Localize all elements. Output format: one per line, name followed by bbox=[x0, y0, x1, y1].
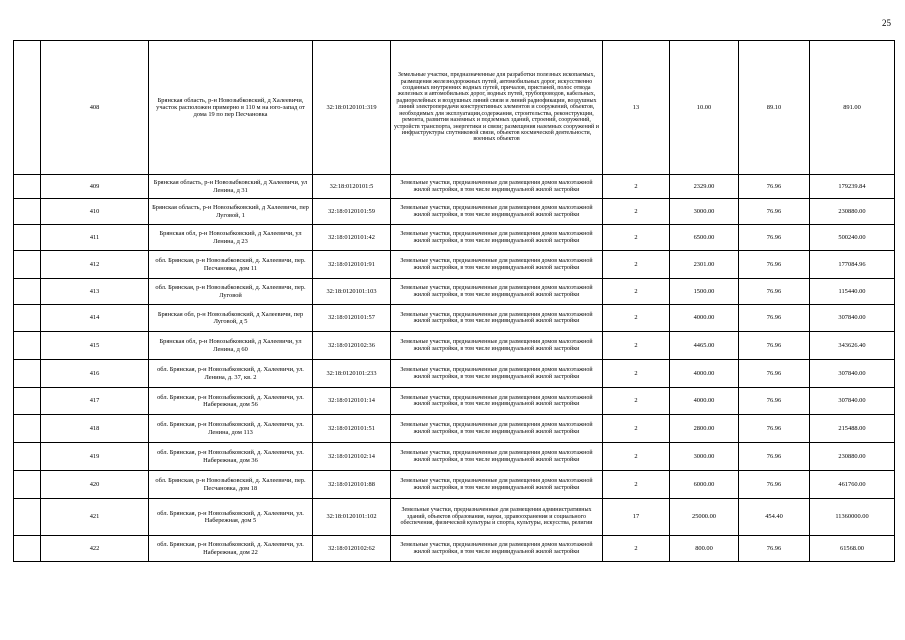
cell-cadastral: 32:18:0120101:103 bbox=[313, 279, 391, 305]
cell-rate: 454.40 bbox=[739, 499, 810, 536]
cell-group: 2 bbox=[603, 305, 670, 332]
cell-num: 416 bbox=[41, 360, 149, 388]
cell-cadastral: 32:18:0120101:14 bbox=[313, 388, 391, 415]
cell-area: 6500.00 bbox=[670, 225, 739, 251]
empty-cell bbox=[14, 443, 41, 471]
cell-num: 413 bbox=[41, 279, 149, 305]
cell-value: 307840.00 bbox=[810, 360, 895, 388]
cell-address: обл. Брянская, р-н Новозыбковский, д. Халеевичи, пер. Песчановка, дом 11 bbox=[149, 251, 313, 279]
cell-rate: 76.96 bbox=[739, 360, 810, 388]
cell-group: 2 bbox=[603, 332, 670, 360]
cell-group: 2 bbox=[603, 279, 670, 305]
cell-area: 800.00 bbox=[670, 536, 739, 562]
table-body bbox=[14, 41, 895, 562]
cell-cadastral: 32:18:0120101:88 bbox=[313, 471, 391, 499]
cell-description: Земельные участки, предназначенные для размещения домов малоэтажной жилой застройки, в том числе индивидуальной жилой застройки bbox=[391, 251, 603, 279]
cell-value: 343626.40 bbox=[810, 332, 895, 360]
cell-cadastral: 32:18:0120102:62 bbox=[313, 536, 391, 562]
empty-cell bbox=[14, 305, 41, 332]
cell-area: 25000.00 bbox=[670, 499, 739, 536]
cell-num: 420 bbox=[41, 471, 149, 499]
cell-rate: 89.10 bbox=[739, 41, 810, 175]
cell-area: 4000.00 bbox=[670, 305, 739, 332]
cell-num: 421 bbox=[41, 499, 149, 536]
cell-group: 2 bbox=[603, 360, 670, 388]
cell-num: 419 bbox=[41, 443, 149, 471]
cell-area: 4000.00 bbox=[670, 388, 739, 415]
cell-num: 414 bbox=[41, 305, 149, 332]
cell-group: 13 bbox=[603, 41, 670, 175]
cell-num: 409 bbox=[41, 175, 149, 199]
cell-cadastral: 32:18:0120101:42 bbox=[313, 225, 391, 251]
cell-rate: 76.96 bbox=[739, 332, 810, 360]
cell-num: 418 bbox=[41, 415, 149, 443]
cell-address: обл. Брянская, р-н Новозыбковский, д. Халеевичи, ул. Ленина, дом 113 bbox=[149, 415, 313, 443]
cell-description: Земельные участки, предназначенные для размещения домов малоэтажной жилой застройки, в том числе индивидуальной жилой застройки bbox=[391, 175, 603, 199]
empty-cell bbox=[14, 499, 41, 536]
cell-cadastral: 32:18:0120101:233 bbox=[313, 360, 391, 388]
cell-cadastral: 32:18:0120102:36 bbox=[313, 332, 391, 360]
cell-group: 2 bbox=[603, 471, 670, 499]
empty-cell bbox=[14, 175, 41, 199]
cell-cadastral: 32:18:0120101:319 bbox=[313, 41, 391, 175]
cell-num: 415 bbox=[41, 332, 149, 360]
cell-description: Земельные участки, предназначенные для размещения административных зданий, объектов образования, науки, здравоохранения и социального обеспечения, физической культуры и спорта, культуры, искусства, религии bbox=[391, 499, 603, 536]
cell-rate: 76.96 bbox=[739, 279, 810, 305]
table-row bbox=[14, 536, 895, 562]
cell-group: 2 bbox=[603, 199, 670, 225]
table-row bbox=[14, 471, 895, 499]
table-row bbox=[14, 41, 895, 175]
cell-area: 4000.00 bbox=[670, 360, 739, 388]
cell-cadastral: 32:18:0120101:91 bbox=[313, 251, 391, 279]
cell-cadastral: 32:18:0120101:102 bbox=[313, 499, 391, 536]
empty-cell bbox=[14, 415, 41, 443]
cell-description: Земельные участки, предназначенные для размещения домов малоэтажной жилой застройки, в том числе индивидуальной жилой застройки bbox=[391, 332, 603, 360]
cell-cadastral: 32:18:0120101:51 bbox=[313, 415, 391, 443]
cell-value: 215488.00 bbox=[810, 415, 895, 443]
cell-address: обл. Брянская, р-н Новозыбковский, д. Халеевичи, ул. Набережная, дом 36 bbox=[149, 443, 313, 471]
cadastral-value-table bbox=[13, 40, 895, 562]
cell-group: 2 bbox=[603, 225, 670, 251]
cell-area: 2301.00 bbox=[670, 251, 739, 279]
table-row bbox=[14, 360, 895, 388]
table-row bbox=[14, 305, 895, 332]
empty-cell bbox=[14, 225, 41, 251]
cell-value: 179239.84 bbox=[810, 175, 895, 199]
cell-area: 6000.00 bbox=[670, 471, 739, 499]
empty-cell bbox=[14, 388, 41, 415]
cell-rate: 76.96 bbox=[739, 199, 810, 225]
cell-value: 461760.00 bbox=[810, 471, 895, 499]
cell-rate: 76.96 bbox=[739, 251, 810, 279]
cell-value: 307840.00 bbox=[810, 305, 895, 332]
cell-address: обл. Брянская, р-н Новозыбковский, д. Халеевичи, ул. Набережная, дом 56 bbox=[149, 388, 313, 415]
cell-num: 417 bbox=[41, 388, 149, 415]
cell-num: 412 bbox=[41, 251, 149, 279]
cell-rate: 76.96 bbox=[739, 175, 810, 199]
table-row bbox=[14, 332, 895, 360]
cell-area: 10.00 bbox=[670, 41, 739, 175]
cell-value: 177084.96 bbox=[810, 251, 895, 279]
cell-group: 2 bbox=[603, 415, 670, 443]
cell-num: 408 bbox=[41, 41, 149, 175]
cell-address: обл. Брянская, р-н Новозыбковский, д. Халеевичи, ул. Ленина, д. 37, кв. 2 bbox=[149, 360, 313, 388]
cell-description: Земельные участки, предназначенные для размещения домов малоэтажной жилой застройки, в том числе индивидуальной жилой застройки bbox=[391, 415, 603, 443]
cell-address: обл. Брянская, р-н Новозыбковский, д. Халеевичи, пер. Песчановка, дом 18 bbox=[149, 471, 313, 499]
cell-group: 2 bbox=[603, 388, 670, 415]
empty-cell bbox=[14, 279, 41, 305]
cell-area: 2800.00 bbox=[670, 415, 739, 443]
empty-cell bbox=[14, 332, 41, 360]
cell-value: 115440.00 bbox=[810, 279, 895, 305]
cell-address: обл. Брянская, р-н Новозыбковский, д. Халеевичи, ул. Набережная, дом 22 bbox=[149, 536, 313, 562]
table-row bbox=[14, 388, 895, 415]
table-row bbox=[14, 199, 895, 225]
cell-area: 3000.00 bbox=[670, 199, 739, 225]
cell-group: 17 bbox=[603, 499, 670, 536]
cell-cadastral: 32:18:0120101:5 bbox=[313, 175, 391, 199]
cell-value: 500240.00 bbox=[810, 225, 895, 251]
cell-rate: 76.96 bbox=[739, 225, 810, 251]
cell-value: 230880.00 bbox=[810, 443, 895, 471]
cell-cadastral: 32:18:0120101:57 bbox=[313, 305, 391, 332]
cell-group: 2 bbox=[603, 443, 670, 471]
cell-cadastral: 32:18:0120102:14 bbox=[313, 443, 391, 471]
cell-description: Земельные участки, предназначенные для размещения домов малоэтажной жилой застройки, в том числе индивидуальной жилой застройки bbox=[391, 305, 603, 332]
cell-value: 61568.00 bbox=[810, 536, 895, 562]
empty-cell bbox=[14, 41, 41, 175]
cell-area: 3000.00 bbox=[670, 443, 739, 471]
cell-num: 410 bbox=[41, 199, 149, 225]
empty-cell bbox=[14, 536, 41, 562]
cell-area: 1500.00 bbox=[670, 279, 739, 305]
table-row bbox=[14, 499, 895, 536]
cell-description: Земельные участки, предназначенные для размещения домов малоэтажной жилой застройки, в том числе индивидуальной жилой застройки bbox=[391, 388, 603, 415]
cell-value: 11360000.00 bbox=[810, 499, 895, 536]
cell-rate: 76.96 bbox=[739, 443, 810, 471]
cell-address: Брянская обл, р-н Новозыбковский, д Халеевичи, ул Ленина, д 23 bbox=[149, 225, 313, 251]
cell-area: 2329.00 bbox=[670, 175, 739, 199]
cell-num: 422 bbox=[41, 536, 149, 562]
cell-cadastral: 32:18:0120101:59 bbox=[313, 199, 391, 225]
cell-description: Земельные участки, предназначенные для размещения домов малоэтажной жилой застройки, в том числе индивидуальной жилой застройки bbox=[391, 443, 603, 471]
cell-description: Земельные участки, предназначенные для разработки полезных ископаемых, размещения железнодорожных путей, автомобильных дорог, искусственно созданных внутренних водных путей, причалов, пристаней, полос отвода железных и автомобильных дорог, водных путей, трубопроводов, кабельных, радиорелейных и воздушных линий связи и линий радиофикации, воздушных линий электропередачи конструктивных элементов и сооружений, объектов, необходимых для эксплуатации,содержания, строительства, реконструкции, ремонта, развития наземных и подземных зданий, строений, сооружений, устройств транспорта, энергетики и связи; размещения наземных сооружений и инфраструктуры спутниковой связи, объектов космической деятельности, военных объектов bbox=[391, 41, 603, 175]
cell-address: Брянская область, р-н Новозыбковский, д Халеевичи, пер Луговой, 1 bbox=[149, 199, 313, 225]
cell-group: 2 bbox=[603, 251, 670, 279]
cell-description: Земельные участки, предназначенные для размещения домов малоэтажной жилой застройки, в том числе индивидуальной жилой застройки bbox=[391, 360, 603, 388]
cell-address: Брянская обл, р-н Новозыбковский, д Халеевичи, пер Луговой, д 5 bbox=[149, 305, 313, 332]
cell-rate: 76.96 bbox=[739, 388, 810, 415]
cell-value: 891.00 bbox=[810, 41, 895, 175]
cell-description: Земельные участки, предназначенные для размещения домов малоэтажной жилой застройки, в том числе индивидуальной жилой застройки bbox=[391, 471, 603, 499]
empty-cell bbox=[14, 251, 41, 279]
cell-num: 411 bbox=[41, 225, 149, 251]
cell-group: 2 bbox=[603, 175, 670, 199]
cell-rate: 76.96 bbox=[739, 415, 810, 443]
cell-description: Земельные участки, предназначенные для размещения домов малоэтажной жилой застройки, в том числе индивидуальной жилой застройки bbox=[391, 536, 603, 562]
cell-description: Земельные участки, предназначенные для размещения домов малоэтажной жилой застройки, в том числе индивидуальной жилой застройки bbox=[391, 199, 603, 225]
empty-cell bbox=[14, 199, 41, 225]
table-row bbox=[14, 415, 895, 443]
cell-value: 230880.00 bbox=[810, 199, 895, 225]
cell-address: Брянская область, р-н Новозыбковский, д Халеевичи, участок расположен примерно в 110 м на юго-запад от дома 19 по пер Песчановка bbox=[149, 41, 313, 175]
table-row bbox=[14, 443, 895, 471]
cell-address: обл. Брянская, р-н Новозыбковский, д. Халеевичи, пер. Луговой bbox=[149, 279, 313, 305]
cell-rate: 76.96 bbox=[739, 305, 810, 332]
cell-rate: 76.96 bbox=[739, 471, 810, 499]
cell-description: Земельные участки, предназначенные для размещения домов малоэтажной жилой застройки, в том числе индивидуальной жилой застройки bbox=[391, 225, 603, 251]
table-row bbox=[14, 225, 895, 251]
empty-cell bbox=[14, 360, 41, 388]
cell-description: Земельные участки, предназначенные для размещения домов малоэтажной жилой застройки, в том числе индивидуальной жилой застройки bbox=[391, 279, 603, 305]
table-row bbox=[14, 279, 895, 305]
cell-rate: 76.96 bbox=[739, 536, 810, 562]
cell-address: Брянская обл, р-н Новозыбковский, д Халеевичи, ул Ленина, д 60 bbox=[149, 332, 313, 360]
table-row bbox=[14, 251, 895, 279]
page-number: 25 bbox=[882, 18, 891, 28]
cell-value: 307840.00 bbox=[810, 388, 895, 415]
empty-cell bbox=[14, 471, 41, 499]
table-row bbox=[14, 175, 895, 199]
cell-area: 4465.00 bbox=[670, 332, 739, 360]
cell-address: обл. Брянская, р-н Новозыбковский, д. Халеевичи, ул. Набережная, дом 5 bbox=[149, 499, 313, 536]
cell-group: 2 bbox=[603, 536, 670, 562]
cell-address: Брянская область, р-н Новозыбковский, д Халеевичи, ул Ленина, д 31 bbox=[149, 175, 313, 199]
